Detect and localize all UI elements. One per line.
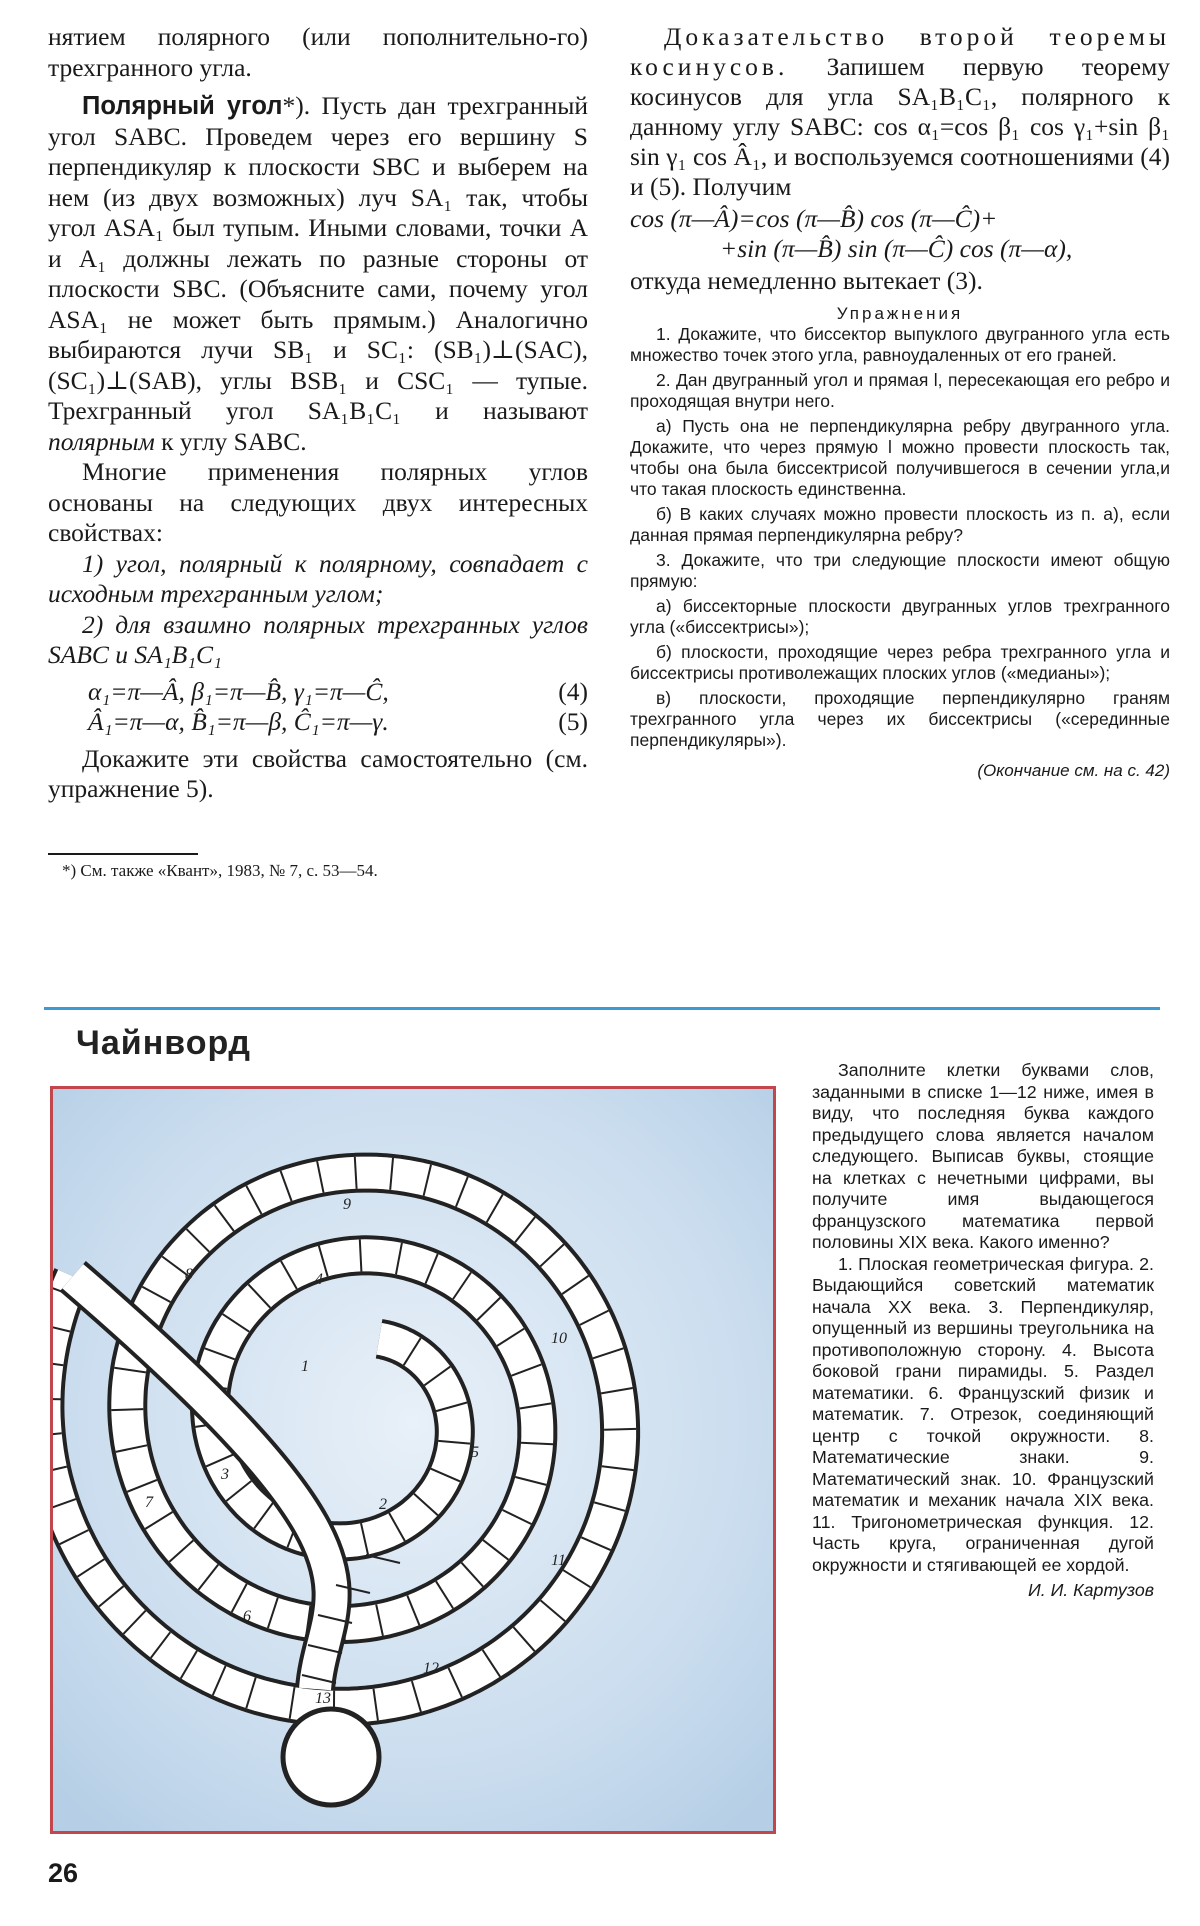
chainword-text: [812, 1060, 1154, 1602]
paragraph-prove: Докажите эти свойства самостоятельно (см. упражнение 5).: [48, 743, 588, 803]
cell-label-8: 8: [185, 1266, 193, 1283]
formula-cos: [630, 204, 1170, 264]
cell-label-1: 1: [301, 1358, 309, 1375]
exercise-2: 2. Дан двугранный угол и прямая l, пересекающая его ребро и проходящая внутри него.: [630, 370, 1170, 411]
paragraph-second-theorem: [630, 22, 1170, 202]
polar-term: полярным: [48, 426, 155, 456]
cell-divider: [111, 1409, 143, 1410]
property-1: 1) угол, полярный к полярному, совпадает с исходным трехгранным углом;: [48, 548, 588, 608]
second-theorem-heading: Доказательство второй теоремы косинусов.: [630, 22, 1170, 81]
chainword-puzzle: [50, 1086, 776, 1834]
cell-label-3: 3: [221, 1466, 229, 1483]
exercises-title: Упражнения: [836, 304, 964, 323]
paragraph-conclusion: откуда немедленно вытекает (3).: [630, 266, 983, 295]
footnote: *) См. также «Квант», 1983, № 7, с. 53—54.: [62, 860, 378, 880]
exercise-3c: в) плоскости, проходящие перпендикулярно граням трехгранного угла через их биссектрисы («серединные перпендикуляры»).: [630, 688, 1170, 750]
formula-cos-line-2: +sin (π—B̂) sin (π—Ĉ) cos (π—α),: [720, 234, 1073, 263]
left-column: [48, 22, 588, 881]
paragraph-polar-angle: [48, 91, 588, 457]
formula-4-text: α₁=π—Â, β₁=π—B̂, γ₁=π—Ĉ,: [88, 676, 389, 706]
cell-label-4: 4: [315, 1271, 323, 1288]
formula-5: [48, 707, 588, 738]
exercise-2b: б) В каких случаях можно провести плоскость из п. а), если данная прямая перпендикулярна ребру?: [630, 504, 1170, 545]
section-divider: [44, 1007, 1160, 1010]
page-number: 26: [48, 1858, 79, 1888]
second-theorem-text: Запишем первую теорему косинусов для угла SA₁B₁C₁, полярного к данному углу SABC: cos α₁=cos β₁ cos γ₁+sin β₁ sin γ₁ cos Â₁, и воспользуемся соотношениями (4) и (5). Получим: [630, 52, 1171, 201]
cell-label-13: 13: [315, 1690, 331, 1707]
puzzle-background: [53, 1089, 773, 1831]
exercise-3a: а) биссекторные плоскости двугранных углов трехгранного угла («биссектрисы»);: [630, 596, 1170, 637]
cell-label-6: 6: [243, 1608, 251, 1625]
footnote-mark: *).: [282, 91, 311, 120]
cell-label-10: 10: [551, 1330, 567, 1347]
exercise-3b: б) плоскости, проходящие через ребра трехгранного угла и биссектрисы противолежащих плоских углов («медианы»);: [630, 642, 1170, 683]
cell-label-5: 5: [471, 1444, 479, 1461]
cell-divider: [604, 1429, 636, 1430]
continued-note: (Окончание см. на с. 42): [977, 761, 1170, 780]
footnote-rule: [48, 853, 198, 855]
cell-label-7: 7: [145, 1494, 153, 1511]
exercise-2a: а) Пусть она не перпендикулярна ребру двугранного угла. Докажите, что через прямую l можно провести плоскость так, чтобы она была биссектрисой получившегося в сечении угла,и что такая плоскость единственна.: [630, 416, 1170, 499]
formula-5-number: (5): [558, 707, 588, 736]
chainword-grid: [53, 1089, 773, 1831]
cell-label-2: 2: [379, 1496, 387, 1513]
formula-5-text: Â₁=π—α, B̂₁=π—β, Ĉ₁=π—γ.: [88, 707, 389, 736]
property-2: 2) для взаимно полярных трехгранных углов SABC и SA₁B₁C₁: [48, 609, 588, 669]
polar-angle-definition: Пусть дан трехгранный угол SABC. Проведем через его вершину S перпендикуляр к плоскости SBC и выберем на нем (из двух возможных) луч SA₁ так, чтобы угол ASA₁ был тупым. Иными словами, точки A и A₁ должны лежать по разные стороны от плоскости SBC. (Объясните сами, почему угол ASA₁ не может быть прямым.) Аналогично выбираются лучи SB₁ и SC₁: (SB₁)⊥(SAC), (SC₁)⊥(SAB), углы BSB₁ и CSC₁ — тупые. Трехгранный угол SA₁B₁C₁ и называют: [48, 91, 588, 425]
author: И. И. Картузов: [1027, 1580, 1154, 1600]
polar-angle-heading: Полярный угол: [82, 92, 283, 120]
chainword-title: Чайнворд: [76, 1024, 251, 1062]
polar-angle-end: к углу SABC.: [161, 426, 307, 456]
cell-label-9: 9: [343, 1196, 351, 1213]
paragraph-intro: нятием полярного (или пополнительно-го) трехгранного угла.: [48, 22, 588, 82]
right-column: [630, 22, 1170, 781]
chainword-clues: 1. Плоская геометрическая фигура. 2. Выдающийся советский математик начала XX века. 3. Перпендикуляр, опущенный из вершины треугольника на противоположную сторону. 4. Высота боковой грани пирамиды. 5. Раздел математики. 6. Французский физик и математик. 7. Отрезок, соединяющий центр с точкой окружности. 8. Математические знаки. 9. Математический знак. 10. Французский математик и механик начала XIX века. 11. Тригонометрическая функция. 12. Часть круга, ограниченная дугой окружности и стягивающей ее хордой.: [812, 1253, 1154, 1575]
exercises: [630, 324, 1170, 751]
paragraph-applications: Многие применения полярных углов основаны на следующих двух интересных свойствах:: [48, 457, 588, 547]
exercise-3: 3. Докажите, что три следующие плоскости имеют общую прямую:: [630, 550, 1170, 591]
cell-label-11: 11: [551, 1552, 566, 1569]
formula-4-number: (4): [558, 676, 588, 706]
exercise-1: 1. Докажите, что биссектор выпуклого двугранного угла есть множество точек этого угла, равноудаленных от его граней.: [630, 324, 1170, 365]
chainword-intro: Заполните клетки буквами слов, заданными в списке 1—12 ниже, имея в виду, что последняя буква каждого предыдущего слова является началом следующего. Выписав буквы, стоящие на клетках с нечетными цифрами, вы получите имя выдающегося французского математика первой половины XIX века. Какого именно?: [812, 1060, 1154, 1252]
formula-cos-line-1: cos (π—Â)=cos (π—B̂) cos (π—Ĉ)+: [630, 204, 998, 233]
cell-label-12: 12: [423, 1660, 439, 1677]
formula-4: [48, 677, 588, 708]
formula-block: [48, 677, 588, 738]
final-circle: [283, 1709, 379, 1805]
